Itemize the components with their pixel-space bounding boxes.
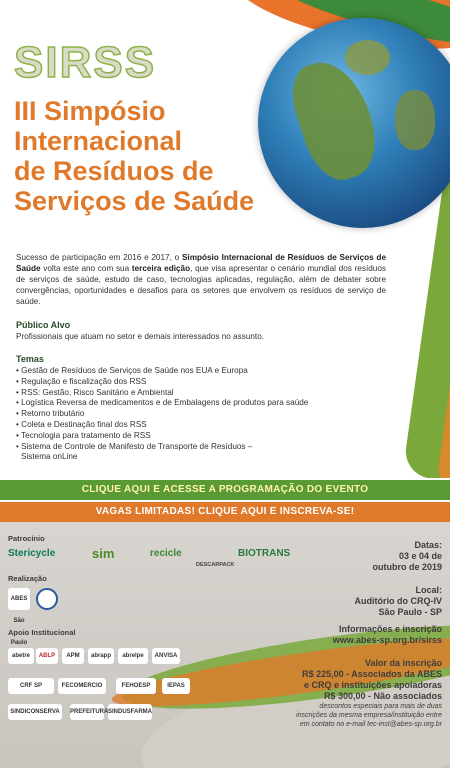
apoio-logo[interactable]: SINDICONSERVA xyxy=(8,704,62,720)
sponsor-logo-biotrans[interactable]: BIOTRANS xyxy=(238,548,291,559)
list-item: • Coleta e Destinação final dos RSS xyxy=(16,420,346,431)
title-line: III Simpósio xyxy=(14,96,166,126)
event-title xyxy=(14,96,274,216)
list-item: Sistema onLine xyxy=(21,452,78,462)
apoio-logo[interactable]: SINDUSFARMA xyxy=(108,704,152,720)
intro-bold: Simpósio Internacional de Resíduos de Serviços de Saúde xyxy=(16,253,386,273)
apoio-logo[interactable]: abetre xyxy=(8,648,34,664)
list-item: • RSS: Gestão, Risco Sanitário e Ambiental xyxy=(16,388,346,399)
event-info xyxy=(270,540,442,729)
sponsor-logo-stericycle[interactable]: Stericycle xyxy=(8,548,56,559)
local-value: São Paulo - SP xyxy=(378,607,442,617)
list-item: • Tecnologia para tratamento de RSS xyxy=(16,431,346,442)
apoio-logo[interactable]: ANVISA xyxy=(152,648,180,664)
valor-text: R$ 225,00 - Associados da ABES xyxy=(302,669,442,679)
intro-bold: terceira edição xyxy=(131,264,191,273)
list-item: • Retorno tributário xyxy=(16,409,346,420)
realizacao-logo-abes[interactable]: ABES São Paulo xyxy=(8,588,30,610)
intro-text: volta este ano com sua xyxy=(40,264,132,273)
apoio-logo[interactable]: FEHOESP xyxy=(116,678,156,694)
publico-text: Profissionais que atuam no setor e demais interessados no assunto. xyxy=(16,332,265,341)
title-line: Internacional xyxy=(14,126,183,156)
realizacao-logo-crq[interactable] xyxy=(36,588,58,610)
apoio-logo[interactable]: ABLP xyxy=(36,648,58,664)
temas-list xyxy=(16,366,346,463)
globe-landmass xyxy=(345,40,390,75)
valor-text: e CRQ e instituições apoiadoras xyxy=(303,680,442,690)
info-url-link[interactable]: www.abes-sp.org.br/sirss xyxy=(332,635,442,645)
desconto-text: inscrições da mesma empresa/instituição entre xyxy=(296,712,442,719)
datas-label: Datas: xyxy=(414,540,442,550)
sponsor-logo-recicle[interactable]: recicle xyxy=(150,548,182,559)
list-item: • Regulação e fiscalização dos RSS xyxy=(16,377,346,388)
temas-heading: Temas xyxy=(16,354,44,364)
intro-text: Sucesso de participação em 2016 e 2017, o xyxy=(16,253,182,262)
title-line: de Resíduos de xyxy=(14,156,214,186)
apoio-logo[interactable]: CRF SP xyxy=(8,678,54,694)
info-label: Informações e inscrição xyxy=(338,624,442,634)
valor-label: Valor da inscrição xyxy=(364,658,442,668)
footer-section xyxy=(0,522,450,768)
apoio-logo[interactable]: abrelpe xyxy=(118,648,148,664)
local-value: Auditório do CRQ-IV xyxy=(354,596,442,606)
valor-text: R$ 300,00 - Não associados xyxy=(323,691,442,701)
sirss-logo: SIRSS xyxy=(14,38,157,87)
desconto-text: em contato no e-mail tec-inst@abes-sp.org.br xyxy=(299,721,442,728)
local-label: Local: xyxy=(415,585,442,595)
desconto-text: descontos especiais para mais de duas xyxy=(319,703,442,710)
programacao-link[interactable]: CLIQUE AQUI E ACESSE A PROGRAMAÇÃO DO EVENTO xyxy=(0,480,450,500)
realizacao-label: Realização xyxy=(8,574,47,583)
datas-value: outubro de 2019 xyxy=(372,562,442,572)
sponsor-logo-descarpack[interactable]: DESCARPACK xyxy=(196,562,235,568)
inscricao-link[interactable]: VAGAS LIMITADAS! CLIQUE AQUI E INSCREVA-SE! xyxy=(0,502,450,522)
apoio-logo[interactable]: abrapp xyxy=(88,648,114,664)
apoio-logo[interactable]: FECOMERCIO xyxy=(58,678,106,694)
apoio-logo[interactable]: IEPAS xyxy=(162,678,190,694)
list-item: • Gestão de Resíduos de Serviços de Saúde nos EUA e Europa xyxy=(16,366,346,377)
intro-paragraph xyxy=(16,252,386,307)
publico-heading: Público Alvo xyxy=(16,320,71,330)
apoio-logo[interactable]: PREFEITURA xyxy=(70,704,104,720)
sponsor-logo-sim[interactable]: sim xyxy=(92,546,115,561)
apoio-label: Apoio Institucional xyxy=(8,628,76,637)
intro-text: , que visa apresentar o cenário mundial dos resíduos de serviços de saúde, estudo de caso, tecnologias aplicadas, regulação, além de debater sobre convergências, oportunidades e desafios para os setores que envolvem os resíduos de serviço de saúde. xyxy=(16,264,386,306)
list-item: • Logística Reversa de medicamentos e de Embalagens de produtos para saúde xyxy=(16,398,346,409)
globe-landmass xyxy=(395,90,435,150)
list-item: • Sistema de Controle de Manifesto de Transporte de Resíduos – xyxy=(16,442,346,453)
apoio-logo[interactable]: APM xyxy=(62,648,84,664)
datas-value: 03 e 04 de xyxy=(398,551,442,561)
title-line: Serviços de Saúde xyxy=(14,186,255,216)
patrocinio-label: Patrocínio xyxy=(8,534,45,543)
